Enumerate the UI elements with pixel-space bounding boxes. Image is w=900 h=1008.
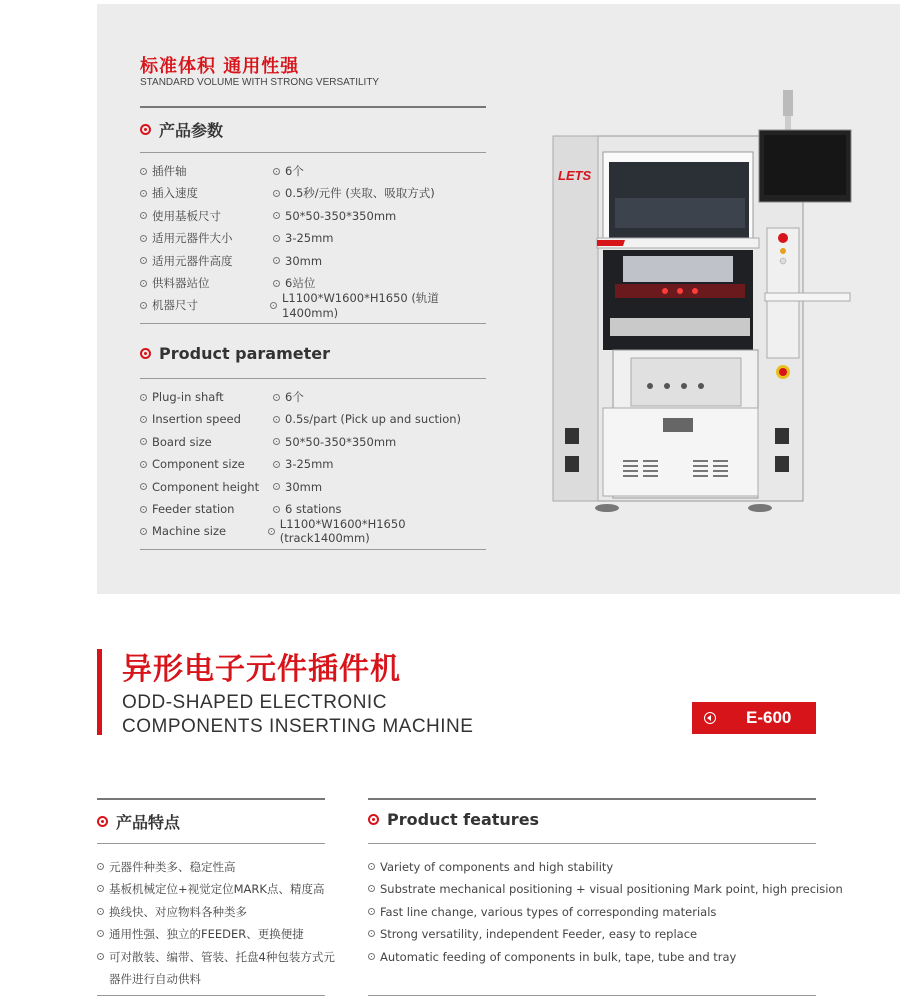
divider — [140, 106, 486, 108]
param-value — [273, 163, 304, 179]
feature-text: 换线快、对应物料各种类多 — [109, 904, 247, 919]
divider — [140, 152, 486, 153]
feature-text: 元器件种类多、稳定性高 — [109, 860, 236, 874]
bullet-icon — [140, 302, 147, 309]
param-value-text: 6个 — [285, 390, 304, 404]
param-key — [140, 275, 273, 291]
bullet-icon — [140, 394, 147, 401]
divider — [368, 843, 816, 844]
param-value-text: L1100*W1600*H1650 (track1400mm) — [279, 517, 406, 546]
param-key-text: 插件轴 — [152, 164, 187, 178]
param-value — [273, 231, 334, 245]
param-key-text: Machine size — [152, 524, 227, 539]
param-value-text: 30mm — [285, 253, 323, 268]
arrow-left-icon — [704, 712, 716, 724]
param-key — [140, 524, 268, 538]
bullet-icon — [140, 438, 147, 445]
param-key-text: 供料器站位 — [152, 276, 210, 290]
bullet-icon — [273, 416, 280, 423]
machine-logo: LETS — [558, 168, 592, 183]
slogan-cn: 标准体积 通用性强 — [140, 56, 300, 77]
bullet-icon — [97, 908, 104, 915]
param-value — [273, 185, 435, 201]
product-name-en-line2: COMPONENTS INSERTING MACHINE — [122, 716, 474, 737]
param-row — [140, 182, 490, 204]
feature-text: 通用性强、独立的FEEDER、更换便捷 — [109, 927, 304, 942]
param-key — [140, 412, 273, 426]
divider — [97, 995, 325, 996]
feature-text: 基板机械定位+视觉定位MARK点、精度高 — [109, 882, 325, 897]
model-badge — [692, 702, 816, 734]
param-key-text: Component height — [152, 479, 260, 494]
bullet-icon — [273, 168, 280, 175]
param-key-text: 使用基板尺寸 — [152, 208, 221, 223]
feature-item — [368, 923, 697, 945]
target-icon — [368, 814, 379, 825]
signal-tower — [783, 90, 793, 116]
keyboard-tray — [765, 293, 850, 301]
feature-item — [97, 878, 324, 900]
bullet-icon — [140, 528, 147, 535]
divider — [140, 323, 486, 324]
param-key-text: Feeder station — [152, 502, 235, 516]
param-value-text: 3-25mm — [285, 457, 334, 472]
param-key-text: 插入速度 — [152, 186, 198, 201]
target-icon — [140, 348, 151, 359]
bullet-icon — [273, 235, 280, 242]
param-value-text: 50*50-350*350mm — [285, 208, 397, 223]
bullet-icon — [368, 930, 375, 937]
param-row — [140, 205, 490, 227]
feature-text: Variety of components and high stability — [380, 860, 614, 874]
title-accent-bar — [97, 649, 102, 735]
param-row — [140, 386, 490, 408]
param-value — [273, 457, 334, 471]
feature-text: Automatic feeding of components in bulk, tape, tube and tray — [380, 949, 737, 964]
target-icon — [140, 124, 151, 135]
product-name-en-line1: ODD-SHAPED ELECTRONIC — [122, 692, 387, 713]
bullet-icon — [140, 416, 147, 423]
bullet-icon — [140, 212, 147, 219]
divider — [140, 549, 486, 550]
param-key — [140, 230, 273, 246]
bullet-icon — [140, 483, 147, 490]
machine-image — [545, 88, 855, 518]
param-key — [140, 163, 273, 179]
param-key — [140, 253, 273, 269]
bullet-icon — [368, 885, 375, 892]
bullet-icon — [140, 461, 147, 468]
param-key-text: 适用元器件大小 — [152, 231, 233, 246]
bullet-icon — [140, 506, 147, 513]
param-value-text: 6个 — [285, 164, 304, 178]
param-value-text: 0.5秒/元件 (夹取、吸取方式) — [285, 186, 435, 201]
param-key-text: Component size — [152, 457, 245, 472]
param-key — [140, 208, 273, 224]
param-key — [140, 435, 273, 449]
feature-item — [368, 946, 736, 968]
bullet-icon — [273, 394, 280, 401]
param-key — [140, 457, 273, 471]
feature-item — [97, 901, 247, 923]
param-row — [140, 227, 490, 249]
param-key-text: 机器尺寸 — [152, 298, 198, 313]
param-value — [273, 389, 304, 405]
bullet-icon — [97, 863, 104, 870]
param-value — [273, 412, 461, 426]
feature-text: Strong versatility, independent Feeder, easy to replace — [380, 927, 698, 942]
bullet-icon — [273, 461, 280, 468]
feature-text: 器件进行自动供料 — [109, 972, 201, 986]
bullet-icon — [97, 885, 104, 892]
param-value-text: 0.5s/part (Pick up and suction) — [285, 412, 462, 427]
feature-item — [368, 856, 613, 878]
feature-item — [97, 856, 236, 878]
bullet-icon — [368, 953, 375, 960]
param-value-text: 50*50-350*350mm — [285, 434, 397, 449]
param-key — [140, 297, 270, 313]
bullet-icon — [273, 257, 280, 264]
param-value — [273, 275, 315, 291]
bullet-icon — [368, 908, 375, 915]
feature-text: Substrate mechanical positioning + visual positioning Mark point, high precision — [380, 882, 843, 897]
bullet-icon — [140, 235, 147, 242]
param-value-text: 6站位 — [285, 276, 316, 290]
param-key-text: Board size — [152, 434, 212, 449]
bullet-icon — [273, 506, 280, 513]
param-key-text: 适用元器件高度 — [152, 253, 233, 268]
feature-item — [97, 946, 335, 968]
product-name-cn: 异形电子元件插件机 — [122, 652, 401, 687]
param-key — [140, 480, 273, 494]
bullet-icon — [140, 190, 147, 197]
param-value — [273, 480, 322, 494]
bullet-icon — [268, 528, 275, 535]
target-icon — [97, 816, 108, 827]
param-value — [270, 290, 490, 320]
param-row — [140, 431, 490, 453]
param-key-text: Plug-in shaft — [152, 390, 224, 404]
param-row — [140, 250, 490, 272]
features-en-title: Product features — [368, 810, 539, 829]
bullet-icon — [140, 257, 147, 264]
bullet-icon — [273, 483, 280, 490]
feature-text: Fast line change, various types of corresponding materials — [380, 904, 717, 919]
param-value-text: 30mm — [285, 479, 323, 494]
bullet-icon — [273, 280, 280, 287]
bullet-icon — [273, 190, 280, 197]
param-key — [140, 185, 273, 201]
bullet-icon — [273, 212, 280, 219]
bullet-icon — [140, 280, 147, 287]
param-value — [273, 209, 396, 223]
divider — [97, 798, 325, 800]
param-row — [140, 453, 490, 475]
param-row — [140, 517, 490, 546]
bullet-icon — [140, 168, 147, 175]
feature-item — [368, 901, 716, 923]
divider — [368, 798, 816, 800]
feature-text: 可对散装、编带、管装、托盘4种包装方式元 — [109, 949, 335, 964]
divider — [368, 995, 816, 996]
bullet-icon — [97, 953, 104, 960]
divider — [140, 378, 486, 379]
divider — [97, 843, 325, 844]
feature-item — [97, 923, 304, 945]
param-value — [273, 254, 322, 268]
param-key-text: Insertion speed — [152, 412, 241, 427]
param-value-text: 6 stations — [285, 502, 342, 516]
bullet-icon — [368, 863, 375, 870]
param-row — [140, 476, 490, 498]
param-key — [140, 390, 273, 404]
param-value-text: 3-25mm — [285, 231, 334, 246]
slogan-en: STANDARD VOLUME WITH STRONG VERSATILITY — [140, 77, 380, 88]
feature-item — [97, 968, 201, 990]
param-value — [273, 502, 342, 516]
model-number: E-600 — [746, 708, 792, 727]
param-row — [140, 408, 490, 430]
bullet-icon — [97, 930, 104, 937]
bullet-icon — [270, 302, 277, 309]
bullet-icon — [273, 438, 280, 445]
param-row — [140, 291, 490, 321]
param-row — [140, 160, 490, 182]
params-en-title: Product parameter — [140, 344, 330, 363]
param-value — [268, 517, 490, 545]
param-value — [273, 435, 396, 449]
param-key — [140, 502, 273, 516]
param-value-text: L1100*W1600*H1650 (轨道1400mm) — [282, 291, 439, 321]
features-cn-title: 产品特点 — [97, 810, 180, 833]
params-cn-title: 产品参数 — [140, 118, 223, 141]
feature-item — [368, 878, 843, 900]
